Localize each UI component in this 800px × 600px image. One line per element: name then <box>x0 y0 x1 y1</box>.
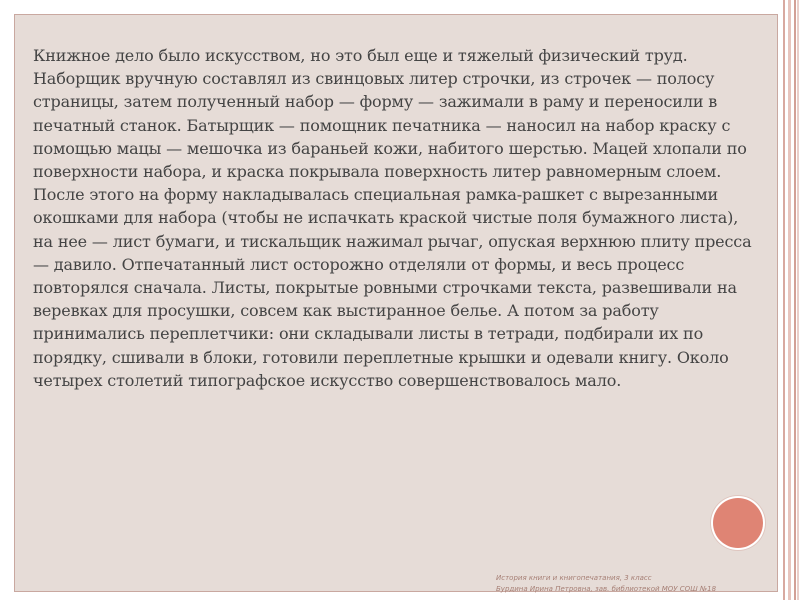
decorative-circle <box>713 498 763 548</box>
slide-body-text: Книжное дело было искусством, но это был еще и тяжелый физический труд. Наборщик вручную составлял из свинцовых литер строчки, из строчек — полосу страницы, затем полученный набор — форму — зажимали в раму и переносили в печатный станок. Батырщик — помощник печатника — наносил на набор краску с помощью мацы — мешочка из бараньей кожи, набитого шерстью. Мацей хлопали по поверхности набора, и краска покрывала поверхность литер равномерным слоем. После этого на форму накладывалась специальная рамка-рашкет с вырезанными окошками для набора (чтобы не испачкать краской чистые поля бумажного листа), на нее — лист бумаги, и тискальщик нажимал рычаг, опуская верхнюю плиту пресса — давило. Отпечатанный лист осторожно отделяли от формы, и весь процесс повторялся сначала. Листы, покрытые ровными строчками текста, развешивали на веревках для просушки, совсем как выстиранное белье. А потом за работу принимались переплетчики: они складывали листы в тетради, подбирали их по порядку, сшивали в блоки, готовили переплетные крышки и одевали книгу. Около четырех столетий типографское искусство совершенствовалось мало. <box>33 46 752 390</box>
decorative-stripe <box>797 0 799 600</box>
footer-author: Бурдина Ирина Петровна, зав. библиотекой МОУ СОШ №18 <box>496 585 717 593</box>
slide-footer <box>496 573 776 595</box>
decorative-stripe <box>794 0 796 600</box>
decorative-stripe <box>788 0 791 600</box>
footer-course-title: История книги и книгопечатания, 3 класс <box>496 574 652 582</box>
decorative-stripe <box>783 0 785 600</box>
